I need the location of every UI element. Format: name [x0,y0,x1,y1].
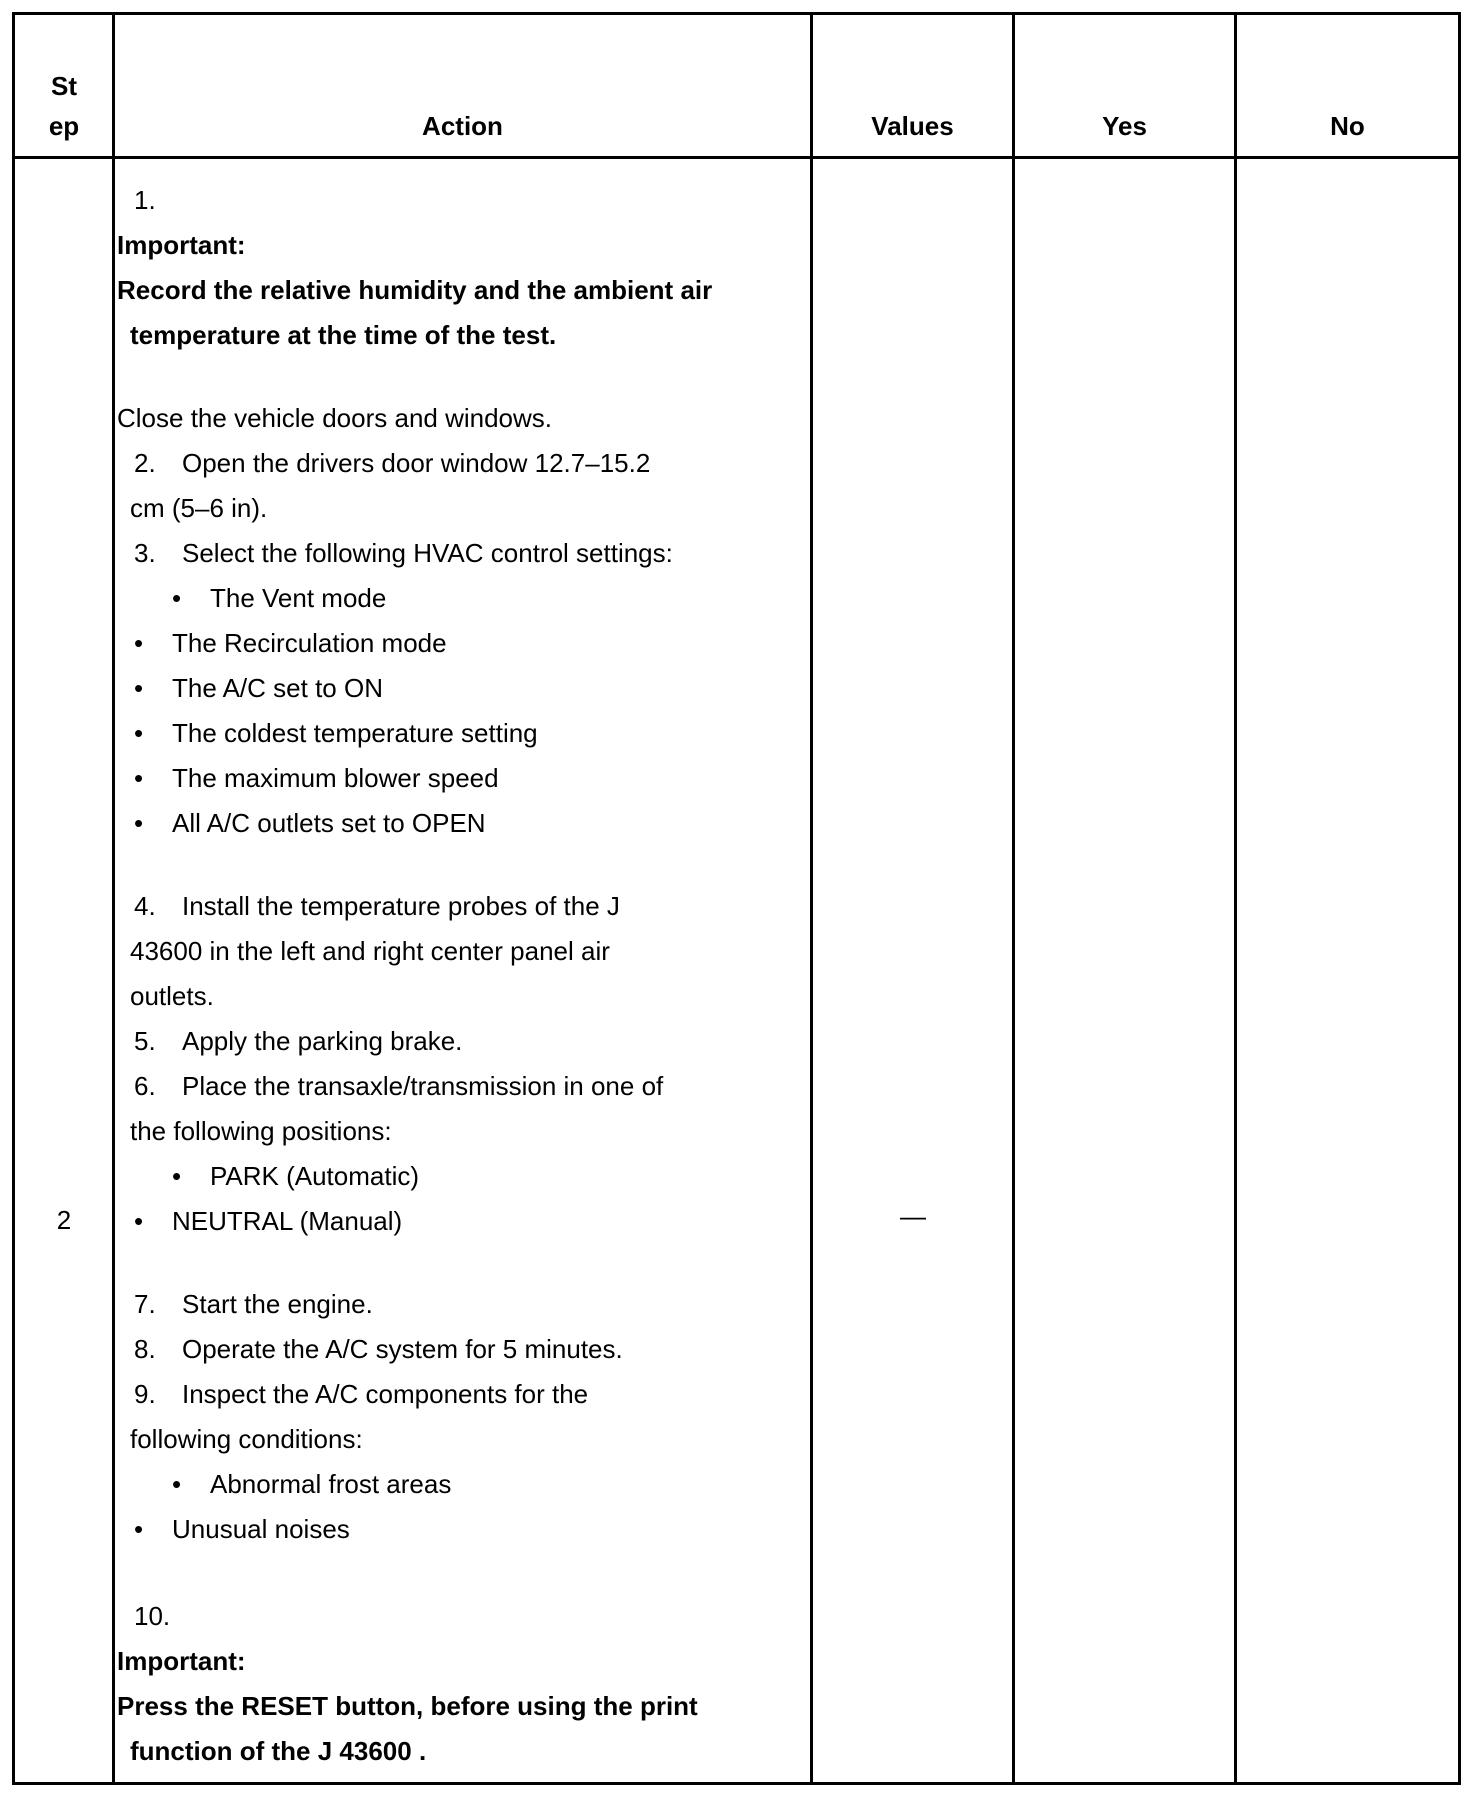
step-8 [117,1327,807,1372]
step-5-number: 5. [134,1026,156,1056]
step-8-text: Operate the A/C system for 5 minutes. [182,1334,623,1364]
position-text: PARK (Automatic) [210,1161,420,1191]
step-4-number: 4. [134,891,156,921]
bullet-icon: • [134,1514,144,1544]
list-item [117,1154,807,1199]
condition-text: Abnormal frost areas [210,1469,452,1499]
step-4-text-c: outlets. [130,981,214,1011]
step-9-text-a: Inspect the A/C components for the [182,1379,589,1409]
step-6-text-b: the following positions: [130,1116,392,1146]
step-2-text-a: Open the drivers door window 12.7–15.2 [182,448,651,478]
bullet-icon: • [172,583,182,613]
step-7-text: Start the engine. [182,1289,373,1319]
bullet-icon: • [134,1206,144,1236]
column-divider-step [112,12,115,1785]
step-6-text-a: Place the transaxle/transmission in one of [182,1071,664,1101]
step-5 [117,1019,807,1064]
header-divider [12,156,1461,159]
header-action: Action [422,111,503,141]
list-item [117,621,807,666]
column-divider-values [1012,12,1015,1785]
bullet-icon: • [134,763,144,793]
bullet-icon: • [172,1469,182,1499]
hvac-setting-text: The Vent mode [210,583,387,613]
hvac-setting-text: The Recirculation mode [172,628,447,658]
list-item [117,801,807,846]
important-text-2b: function of the J 43600 . [130,1736,427,1766]
step-10-number: 10. [134,1601,171,1631]
list-item [117,756,807,801]
column-divider-yes [1234,12,1237,1785]
bullet-icon: • [134,718,144,748]
bullet-icon: • [134,628,144,658]
step-6-number: 6. [134,1071,156,1101]
important-label-1: Important: [117,230,246,260]
important-label-2: Important: [117,1646,246,1676]
condition-text: Unusual noises [172,1514,350,1544]
step-2-number: 2. [134,448,156,478]
values-cell: — [900,1201,926,1231]
list-item [117,1507,807,1552]
hvac-setting-text: The A/C set to ON [172,673,383,703]
header-yes: Yes [1102,111,1147,141]
bullet-icon: • [172,1161,182,1191]
list-item [117,711,807,756]
step-3-number: 3. [134,538,156,568]
header-step [15,66,113,146]
list-item [117,576,807,621]
step-7-number: 7. [134,1289,156,1319]
step-9-number: 9. [134,1379,156,1409]
action-cell [117,178,807,1774]
list-item [117,1199,807,1244]
hvac-setting-text: The maximum blower speed [172,763,499,793]
step-number: 2 [56,1205,72,1235]
close-doors-text: Close the vehicle doors and windows. [117,403,553,433]
hvac-setting-text: The coldest temperature setting [172,718,538,748]
header-values: Values [871,111,954,141]
step-4-text-a: Install the temperature probes of the J [182,891,620,921]
header-no: No [1330,111,1365,141]
position-text: NEUTRAL (Manual) [172,1206,403,1236]
step-6 [117,1064,807,1109]
step-4 [117,884,807,929]
important-text-1a: Record the relative humidity and the ambient air [117,275,713,305]
step-7 [117,1282,807,1327]
hvac-setting-text: All A/C outlets set to OPEN [172,808,486,838]
step-2-text-b: cm (5–6 in). [130,493,268,523]
header-step-line1: St [51,71,77,101]
bullet-icon: • [134,673,144,703]
step-9 [117,1372,807,1417]
important-text-1b: temperature at the time of the test. [130,320,557,350]
step-5-text: Apply the parking brake. [182,1026,463,1056]
step-2 [117,441,807,486]
step-9-text-b: following conditions: [130,1424,363,1454]
column-divider-action [810,12,813,1785]
important-text-2a: Press the RESET button, before using the print [117,1691,698,1721]
header-step-line2: ep [48,111,80,141]
list-item [117,666,807,711]
step-8-number: 8. [134,1334,156,1364]
step-3 [117,531,807,576]
step-1-number: 1. [134,185,156,215]
list-item [117,1462,807,1507]
step-3-text: Select the following HVAC control settings: [182,538,673,568]
step-4-text-b: 43600 in the left and right center panel air [130,936,610,966]
bullet-icon: • [134,808,144,838]
